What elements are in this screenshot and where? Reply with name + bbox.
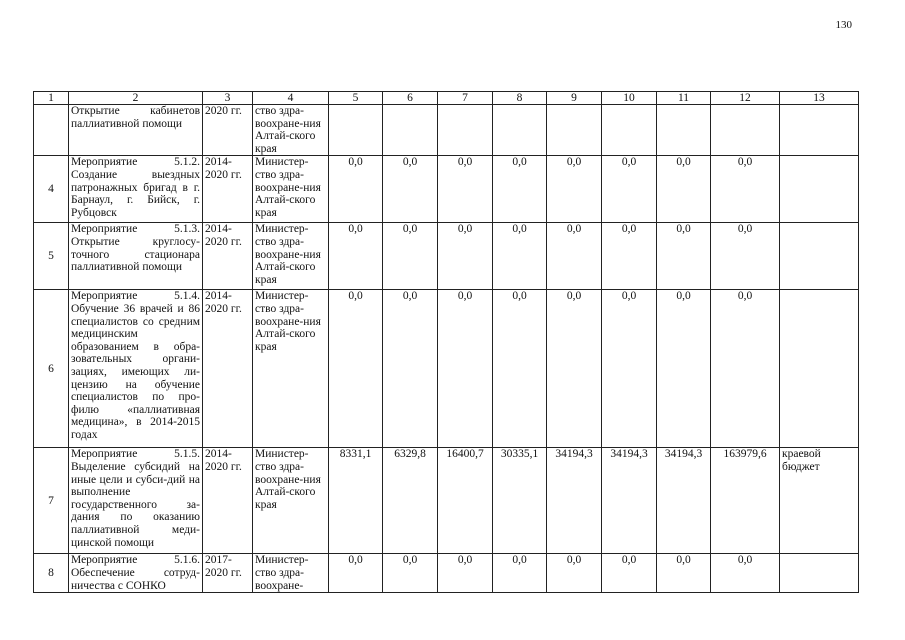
value-cell: 34194,3 xyxy=(657,448,711,554)
value-cell: 34194,3 xyxy=(602,448,657,554)
funding-source xyxy=(780,554,859,593)
column-header: 5 xyxy=(329,92,383,105)
executor: Министер-ство здра-воохране-ния Алтай-ского края xyxy=(253,290,329,448)
page-number: 130 xyxy=(835,19,852,31)
table-row xyxy=(34,223,859,290)
period: 2014-2020 гг. xyxy=(203,156,253,223)
value-cell: 0,0 xyxy=(493,156,547,223)
value-cell: 0,0 xyxy=(657,554,711,593)
period: 2017-2020 гг. xyxy=(203,554,253,593)
total-cell xyxy=(711,105,780,156)
total-cell: 0,0 xyxy=(711,290,780,448)
column-header: 13 xyxy=(780,92,859,105)
row-number xyxy=(34,105,69,156)
value-cell: 0,0 xyxy=(438,554,493,593)
event-description: Мероприятие 5.1.2. Создание выездных патронажных бригад в г. Барнаул, г. Бийск, г. Рубцовск xyxy=(69,156,203,223)
column-header: 12 xyxy=(711,92,780,105)
value-cell: 34194,3 xyxy=(547,448,602,554)
value-cell: 0,0 xyxy=(547,554,602,593)
value-cell: 0,0 xyxy=(547,156,602,223)
value-cell: 30335,1 xyxy=(493,448,547,554)
value-cell: 0,0 xyxy=(602,156,657,223)
executor: Министер-ство здра-воохране- xyxy=(253,554,329,593)
value-cell: 0,0 xyxy=(657,156,711,223)
value-cell: 0,0 xyxy=(383,223,438,290)
value-cell xyxy=(493,105,547,156)
executor: Министер-ство здра-воохране-ния Алтай-ского края xyxy=(253,448,329,554)
period: 2014-2020 гг. xyxy=(203,290,253,448)
funding-source xyxy=(780,290,859,448)
funding-source xyxy=(780,223,859,290)
value-cell: 0,0 xyxy=(547,290,602,448)
value-cell: 0,0 xyxy=(438,290,493,448)
value-cell xyxy=(329,105,383,156)
total-cell: 163979,6 xyxy=(711,448,780,554)
value-cell: 0,0 xyxy=(493,290,547,448)
value-cell: 6329,8 xyxy=(383,448,438,554)
value-cell xyxy=(602,105,657,156)
column-header: 10 xyxy=(602,92,657,105)
table-row xyxy=(34,448,859,554)
period: 2020 гг. xyxy=(203,105,253,156)
value-cell: 0,0 xyxy=(383,554,438,593)
executor: Министер-ство здра-воохране-ния Алтай-ского края xyxy=(253,223,329,290)
value-cell: 0,0 xyxy=(329,554,383,593)
column-header: 4 xyxy=(253,92,329,105)
column-header: 6 xyxy=(383,92,438,105)
column-header: 1 xyxy=(34,92,69,105)
value-cell xyxy=(657,105,711,156)
value-cell: 16400,7 xyxy=(438,448,493,554)
value-cell: 0,0 xyxy=(493,554,547,593)
table-row xyxy=(34,290,859,448)
column-header: 9 xyxy=(547,92,602,105)
period: 2014-2020 гг. xyxy=(203,223,253,290)
value-cell: 0,0 xyxy=(383,156,438,223)
value-cell: 0,0 xyxy=(493,223,547,290)
event-description: Мероприятие 5.1.6. Обеспечение сотруд-ничества с СОНКО xyxy=(69,554,203,593)
value-cell: 0,0 xyxy=(602,554,657,593)
value-cell xyxy=(438,105,493,156)
column-header: 8 xyxy=(493,92,547,105)
row-number: 4 xyxy=(34,156,69,223)
value-cell: 0,0 xyxy=(438,156,493,223)
table-row xyxy=(34,156,859,223)
column-header: 3 xyxy=(203,92,253,105)
column-header: 11 xyxy=(657,92,711,105)
event-description: Мероприятие 5.1.4. Обучение 36 врачей и 86 специалистов со средним медицинским образованием в обра-зовательных органи-зациях, имеющих ли-цензию на обучение специалистов по про-филю «паллиативная медицина», в 2014-2015 годах xyxy=(69,290,203,448)
value-cell: 8331,1 xyxy=(329,448,383,554)
value-cell: 0,0 xyxy=(602,223,657,290)
event-description: Открытие кабинетов паллиативной помощи xyxy=(69,105,203,156)
column-header: 2 xyxy=(69,92,203,105)
value-cell: 0,0 xyxy=(329,290,383,448)
funding-source: краевой бюджет xyxy=(780,448,859,554)
table-row xyxy=(34,554,859,593)
event-description: Мероприятие 5.1.3. Открытие круглосу-точного стационара паллиативной помощи xyxy=(69,223,203,290)
period: 2014-2020 гг. xyxy=(203,448,253,554)
value-cell: 0,0 xyxy=(657,290,711,448)
total-cell: 0,0 xyxy=(711,554,780,593)
executor: ство здра-воохране-ния Алтай-ского края xyxy=(253,105,329,156)
value-cell: 0,0 xyxy=(547,223,602,290)
row-number: 6 xyxy=(34,290,69,448)
value-cell: 0,0 xyxy=(329,223,383,290)
value-cell: 0,0 xyxy=(657,223,711,290)
column-number-header xyxy=(34,92,859,105)
row-number: 5 xyxy=(34,223,69,290)
value-cell: 0,0 xyxy=(383,290,438,448)
value-cell: 0,0 xyxy=(329,156,383,223)
row-number: 8 xyxy=(34,554,69,593)
column-header: 7 xyxy=(438,92,493,105)
funding-source xyxy=(780,156,859,223)
funding-source xyxy=(780,105,859,156)
value-cell xyxy=(547,105,602,156)
executor: Министер-ство здра-воохране-ния Алтай-ского края xyxy=(253,156,329,223)
value-cell: 0,0 xyxy=(438,223,493,290)
total-cell: 0,0 xyxy=(711,156,780,223)
value-cell: 0,0 xyxy=(602,290,657,448)
event-description: Мероприятие 5.1.5. Выделение субсидий на иные цели и субси-дий на выполнение государственного за-дания по оказанию паллиативной меди-цинской помощи xyxy=(69,448,203,554)
budget-table xyxy=(33,91,859,593)
value-cell xyxy=(383,105,438,156)
row-number: 7 xyxy=(34,448,69,554)
total-cell: 0,0 xyxy=(711,223,780,290)
table-row xyxy=(34,105,859,156)
